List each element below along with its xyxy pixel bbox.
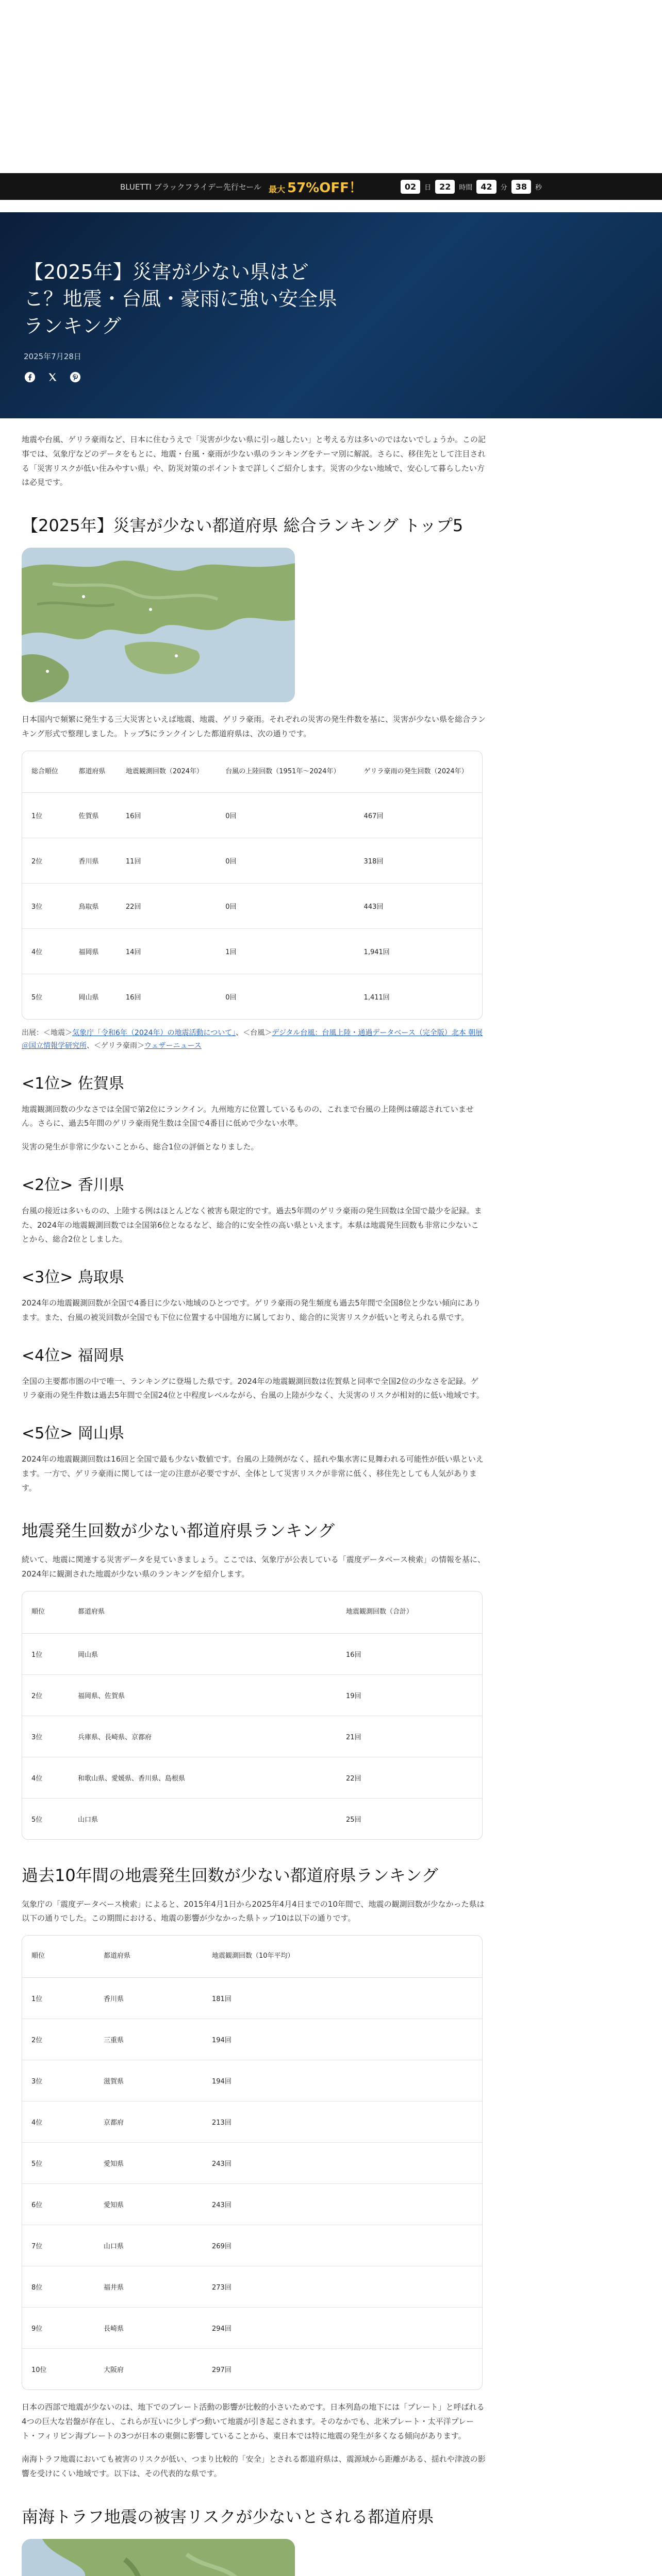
cell-prefecture: 長崎県 [94, 2308, 203, 2349]
cell-rank: 4位 [22, 2102, 94, 2143]
cell-value: 0回 [225, 994, 237, 1002]
cell-prefecture: 愛知県 [94, 2143, 203, 2184]
table-header: 総合順位 [22, 751, 69, 793]
table-header: 地震観測回数（合計） [337, 1591, 482, 1634]
cell-value: 11回 [117, 838, 216, 884]
cell-value: 1,411回 [363, 994, 390, 1002]
cell-prefecture: 香川県 [69, 838, 116, 884]
cell-rank: 1位 [22, 1634, 69, 1675]
promo-discount: 最大 57%OFF！ [268, 180, 362, 196]
cell-prefecture: 和歌山県、愛媛県、香川県、島根県 [69, 1757, 337, 1799]
cell-prefecture: 岡山県 [78, 994, 99, 1002]
countdown-days: 02 [401, 180, 420, 194]
rank-heading-3: <3位> 鳥取県 [22, 1268, 124, 1287]
cell-prefecture: 福岡県、佐賀県 [69, 1675, 337, 1716]
table-header: 地震観測回数（2024年） [117, 751, 216, 793]
cell-value: 22回 [337, 1757, 482, 1799]
publish-date: 2025年7月28日 [24, 352, 81, 362]
plate-explanation: 日本の西部で地震が少ないのは、地下でのプレート活動の影響が比較的小さいためです。日本列島の地下には「プレート」と呼ばれる4つの巨大な岩盤が存在し、これらが互いに少しずつ動いて地震が引き起こされます。そのなかでも、北米プレート・太平洋プレート・フィリピン海プレートの3つが日本の東側に影響していることから、東日本では特に地震の発生が多くなる傾向があります。 [22, 2402, 485, 2441]
cell-value: 21回 [337, 1716, 482, 1757]
article-body [22, 433, 486, 2576]
table-row [22, 2060, 482, 2102]
nankai-intro: 南海トラフ地震においても被害のリスクが低い、つまり比較的「安全」とされる都道府県は、震源域から距離がある、揺れや津波の影響を受けにくい地域です。以下は、その代表的な県です。 [22, 2454, 486, 2479]
table-header: 都道府県 [94, 1936, 203, 1978]
cell-value: 1回 [216, 929, 354, 974]
cell-value: 194回 [203, 2019, 482, 2060]
x-icon[interactable] [46, 371, 59, 383]
cell-rank: 6位 [22, 2184, 94, 2225]
rank-body-3: 2024年の地震観測回数が全国で4番目に少ない地域のひとつです。ゲリラ豪雨の発生頻度も過去5年間で全国8位と少ない傾向にあります。また、台風の被災回数が全国でも下位に位置する中国地方に属しており、総合的に災害リスクが低いと考えられる県です。 [22, 1298, 481, 1322]
cell-prefecture: 京都府 [94, 2102, 203, 2143]
cell-prefecture: 愛知県 [94, 2184, 203, 2225]
intro-paragraph: 地震や台風、ゲリラ豪雨など、日本に住むうえで「災害が少ない県に引っ越したい」と考える方は多いのではないでしょうか。この記事では、気象庁などのデータをもとに、地震・台風・豪雨が少ない県のランキングをテーマ別に解説。さらに、移住先として注目される「災害リスクが低い住みやすい県」や、防災対策のポイントまで詳しくご紹介します。災害の少ない地域で、安心して暮らしたい方は必見です。 [22, 435, 486, 487]
map-image-central-japan [22, 2539, 295, 2576]
cell-prefecture: 香川県 [94, 1978, 203, 2019]
cell-value: 0回 [216, 838, 354, 884]
table-row [22, 2184, 482, 2225]
cell-prefecture: 兵庫県、長崎県、京都府 [69, 1716, 337, 1757]
promo-banner[interactable] [0, 173, 662, 200]
map-image-western-japan [22, 548, 295, 702]
table-row [22, 793, 482, 838]
source-link-digital-typhoon[interactable]: デジタル台風：台風上陸・通過データベース（完全版）北本 朝展＠国立情報学研究所 [22, 1029, 483, 1050]
table-row [22, 1716, 482, 1757]
table-header: 順位 [22, 1591, 69, 1634]
table-header: 都道府県 [69, 1591, 337, 1634]
rank-heading-5: <5位> 岡山県 [22, 1425, 124, 1443]
rank-body-1: 地震観測回数の少なさでは全国で第2位にランクイン。九州地方に位置しているものの、これまで台風の上陸例は確認されていません。さらに、過去5年間のゲリラ豪雨発生数は全国で4番目に低めで少ない水準。 [22, 1104, 474, 1128]
cell-rank: 2位 [22, 1675, 69, 1716]
rank-body-5: 2024年の地震観測回数は16回と全国で最も少ない数値です。台風の上陸例がなく、揺れや集水害に見舞われる可能性が低い県といえます。一方で、ゲリラ豪雨に関しては一定の注意が必要ですが、全体として災害リスクが非常に低く、移住先としても人気があります。 [22, 1454, 484, 1493]
cell-prefecture: 福岡県 [69, 929, 116, 974]
cell-value: 181回 [203, 1978, 482, 2019]
table-row [22, 2349, 482, 2389]
rank-heading-1: <1位> 佐賀県 [22, 1074, 124, 1093]
cell-rank: 2位 [22, 2019, 94, 2060]
facebook-icon[interactable] [24, 371, 36, 383]
table-header: 順位 [22, 1936, 94, 1978]
source-citation: 出展：＜地震＞気象庁「令和6年（2024年）の地震活動について」、＜台風＞デジタル台風：台風上陸・通過データベース（完全版）北本 朝展＠国立情報学研究所、＜ゲリラ豪雨＞ウェザーニュース [22, 1029, 483, 1050]
cell-value: 194回 [203, 2060, 482, 2102]
table-row [22, 2266, 482, 2308]
rank-heading-2: <2位> 香川県 [22, 1176, 124, 1194]
cell-rank: 2位 [22, 838, 69, 884]
cell-rank: 10位 [31, 2366, 47, 2375]
cell-value: 1,941回 [355, 929, 482, 974]
cell-rank: 4位 [22, 1757, 69, 1799]
share-buttons [24, 371, 343, 383]
cell-prefecture: 福井県 [94, 2266, 203, 2308]
cell-rank: 7位 [22, 2225, 94, 2266]
cell-value: 294回 [203, 2308, 482, 2349]
table-row [22, 929, 482, 974]
cell-prefecture: 鳥取県 [69, 884, 116, 929]
cell-prefecture: 滋賀県 [94, 2060, 203, 2102]
cell-rank: 1位 [22, 793, 69, 838]
pinterest-icon[interactable] [69, 371, 81, 383]
cell-rank: 9位 [22, 2308, 94, 2349]
overall-ranking-lead: 日本国内で頻繁に発生する三大災害といえば地震、地震、ゲリラ豪雨。それぞれの災害の発生件数を基に、災害が少ない県を総合ランキング形式で整理しました。トップ5にランクインした都道府県は、次の通りです。 [22, 715, 486, 738]
cell-value: 467回 [355, 793, 482, 838]
table-row [22, 2225, 482, 2266]
cell-value: 213回 [203, 2102, 482, 2143]
cell-rank: 3位 [22, 2060, 94, 2102]
cell-value: 16回 [117, 793, 216, 838]
cell-value: 318回 [355, 838, 482, 884]
table-header: 台風の上陸回数（1951年〜2024年） [216, 751, 354, 793]
cell-value: 243回 [203, 2184, 482, 2225]
hero-banner [0, 212, 662, 418]
10year-ranking-lead: 気象庁の「震度データベース検索」によると、2015年4月1日から2025年4月4日までの10年間で、地震の観測回数が少なかった県は以下の通りでした。この期間における、地震の影響が少なかった県トップ10は以下の通りです。 [22, 1899, 485, 1923]
cell-rank: 5位 [31, 994, 43, 1002]
cell-rank: 5位 [22, 2143, 94, 2184]
table-row [22, 2308, 482, 2349]
cell-value: 25回 [346, 1816, 361, 1824]
rank-body-1b: 災害の発生が非常に少ないことから、総合1位の評価となりました。 [22, 1142, 259, 1152]
table-row [22, 1675, 482, 1716]
countdown-minutes: 42 [476, 180, 496, 194]
table-row [22, 2019, 482, 2060]
table-row [22, 2102, 482, 2143]
cell-value: 0回 [216, 884, 354, 929]
earthquake-ranking-table [22, 1591, 483, 1840]
cell-rank: 5位 [31, 1816, 43, 1824]
countdown-seconds: 38 [511, 180, 531, 194]
table-row [22, 838, 482, 884]
section-heading-overall-ranking: 【2025年】災害が少ない都道府県 総合ランキング トップ5 [22, 516, 464, 535]
cell-rank: 1位 [22, 1978, 94, 2019]
cell-value: 0回 [216, 793, 354, 838]
cell-value: 297回 [212, 2366, 231, 2375]
cell-value: 16回 [337, 1634, 482, 1675]
cell-prefecture: 岡山県 [69, 1634, 337, 1675]
10year-ranking-table [22, 1935, 483, 2390]
table-row [22, 1799, 482, 1839]
overall-ranking-table [22, 751, 483, 1020]
cell-value: 22回 [117, 884, 216, 929]
table-row [22, 974, 482, 1019]
source-link-jma[interactable]: 気象庁「令和6年（2024年）の地震活動について」 [72, 1029, 236, 1038]
cell-value: 273回 [203, 2266, 482, 2308]
table-row [22, 1978, 482, 2019]
cell-rank: 8位 [22, 2266, 94, 2308]
cell-value: 16回 [125, 994, 141, 1002]
table-header: 都道府県 [69, 751, 116, 793]
cell-rank: 3位 [22, 884, 69, 929]
countdown-hours: 22 [435, 180, 455, 194]
cell-prefecture: 三重県 [94, 2019, 203, 2060]
section-heading-10year-ranking: 過去10年間の地震発生回数が少ない都道府県ランキング [22, 1865, 438, 1885]
cell-rank: 4位 [22, 929, 69, 974]
cell-value: 443回 [355, 884, 482, 929]
table-row [22, 2143, 482, 2184]
source-link-weathernews[interactable]: ウェザーニュース [144, 1042, 202, 1050]
table-row [22, 1757, 482, 1799]
cell-prefecture: 山口県 [94, 2225, 203, 2266]
table-header: 地震観測回数（10年平均） [203, 1936, 482, 1978]
cell-value: 269回 [203, 2225, 482, 2266]
table-row [22, 884, 482, 929]
promo-brand: BLUETTI ブラックフライデー先行セール [120, 182, 261, 192]
cell-prefecture: 佐賀県 [69, 793, 116, 838]
cell-prefecture: 山口県 [78, 1816, 98, 1824]
cell-value: 243回 [203, 2143, 482, 2184]
cell-rank: 3位 [22, 1716, 69, 1757]
cell-prefecture: 大阪府 [104, 2366, 124, 2375]
table-row [22, 1634, 482, 1675]
cell-value: 19回 [337, 1675, 482, 1716]
rank-body-2: 台風の接近は多いものの、上陸する例はほとんどなく被害も限定的です。過去5年間のゲリラ豪雨の発生回数は全国で最少を記録。また、2024年の地震観測回数では全国第6位となるなど、総合的に安全性の高い県といえます。本県は地震発生回数も非常に少ないことから、総合2位としました。 [22, 1206, 482, 1244]
earthquake-ranking-lead: 続いて、地震に関連する災害データを見ていきましょう。ここでは、気象庁が公表している「震度データベース検索」の情報を基に、2024年に観測された地震が少ない県のランキングを紹介します。 [22, 1555, 485, 1579]
page-title: 【2025年】災害が少ない県はどこ？地震・台風・豪雨に強い安全県ランキング [24, 261, 338, 337]
rank-body-4: 全国の主要都市圏の中で唯一、ランキングに登場した県です。2024年の地震観測回数は佐賀県と同率で全国2位の少なさを記録。ゲリラ豪雨の発生件数は過去5年間で全国24位と中程度レベルながら、台風の上陸が少なく、大災害のリスクが相対的に低い地域です。 [22, 1376, 484, 1400]
section-heading-nankai: 南海トラフ地震の被害リスクが少ないとされる都道府県 [22, 2506, 434, 2527]
promo-countdown: 02 日 22 時間 42 分 38 秒 [401, 180, 542, 194]
table-header: ゲリラ豪雨の発生回数（2024年） [355, 751, 482, 793]
cell-value: 14回 [117, 929, 216, 974]
rank-heading-4: <4位> 福岡県 [22, 1346, 124, 1365]
section-heading-earthquake-ranking: 地震発生回数が少ない都道府県ランキング [22, 1521, 335, 1541]
